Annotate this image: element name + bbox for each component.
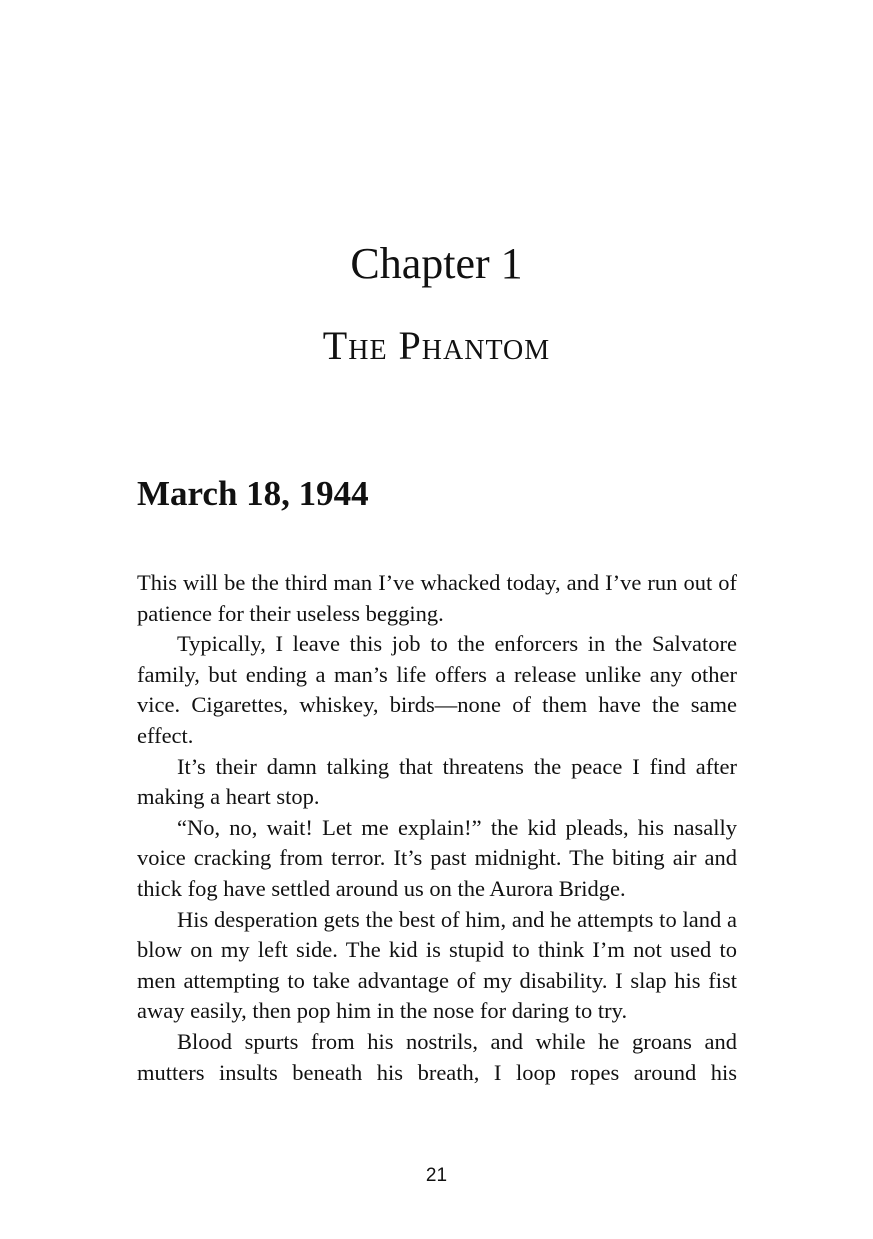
paragraph: Blood spurts from his nostrils, and while he groans and mutters insults beneath his breath, I loop ropes around his [137, 1028, 737, 1085]
paragraph: It’s their damn talking that threatens the peace I find after making a heart stop. [137, 753, 737, 810]
section-date-heading: March 18, 1944 [137, 474, 369, 513]
paragraph: Typically, I leave this job to the enforcers in the Salvatore family, but ending a man’s life offers a release unlike any other vice. Cigarettes, whiskey, birds—none of them have the same effect. [137, 631, 737, 748]
paragraph: His desperation gets the best of him, and he attempts to land a blow on my left side. The kid is stupid to think I’m not used to men attempting to take advantage of my disability. I slap his fist away easily, then pop him in the nose for daring to try. [137, 906, 737, 1024]
paragraph: This will be the third man I’ve whacked today, and I’ve run out of patience for their useless begging. [137, 570, 737, 626]
chapter-title: The Phantom [322, 323, 551, 368]
page-number: 21 [425, 1165, 448, 1186]
chapter-body [137, 568, 737, 1088]
chapter-number: Chapter 1 [350, 239, 523, 288]
paragraph: “No, no, wait! Let me explain!” the kid pleads, his nasally voice cracking from terror. It’s past midnight. The biting air and thick fog have settled around us on the Aurora Bridge. [137, 814, 737, 901]
